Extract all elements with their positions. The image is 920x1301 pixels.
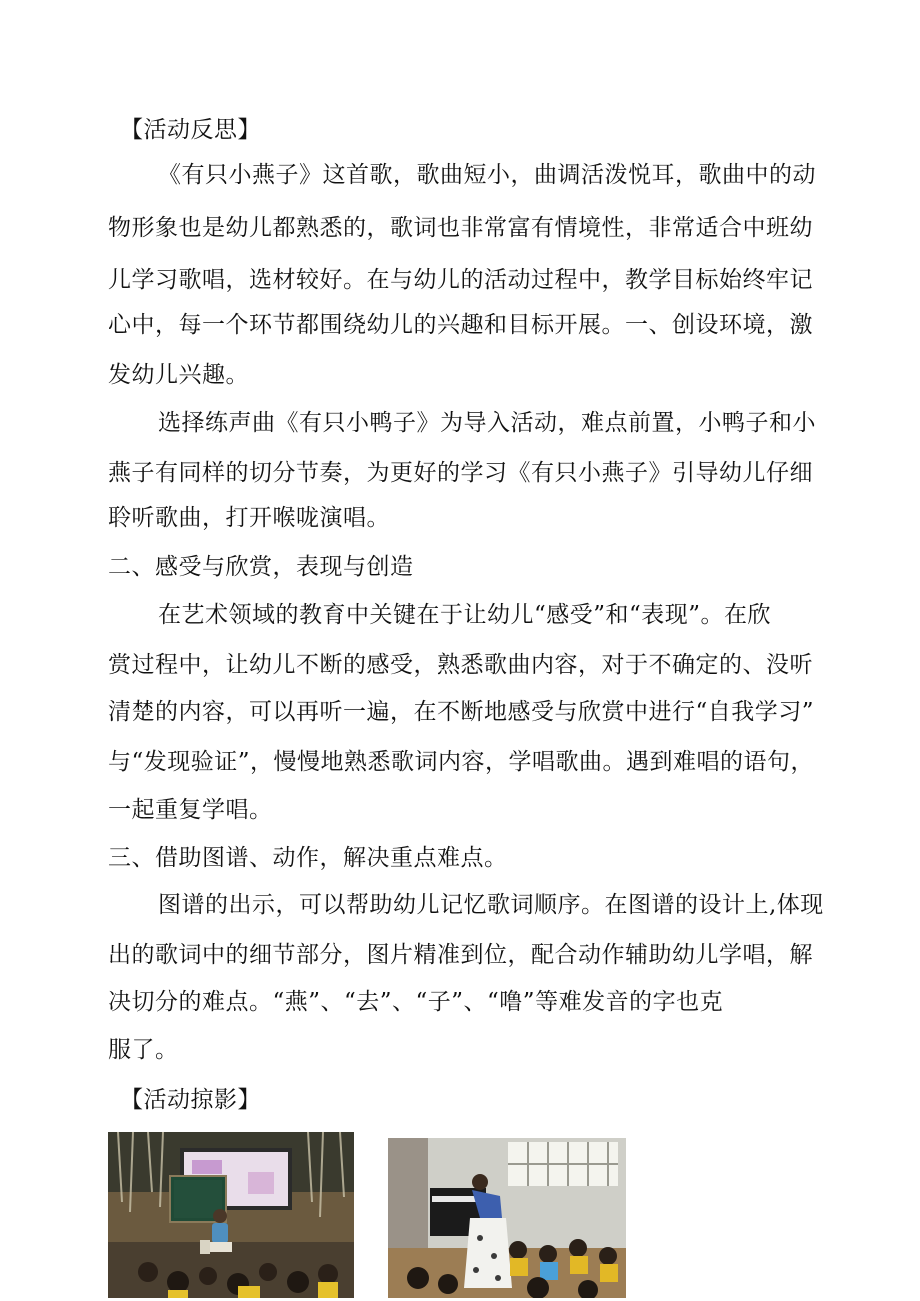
subheading-two: 二、感受与欣赏，表现与创造	[108, 554, 414, 580]
subheading-three: 三、借助图谱、动作，解决重点难点。	[108, 845, 508, 871]
paragraph-line: 儿学习歌唱，选材较好。在与幼儿的活动过程中，教学目标始终牢记	[108, 267, 813, 293]
paragraph-line: 一起重复学唱。	[108, 797, 273, 823]
activity-photo-piano	[388, 1138, 626, 1298]
paragraph-line: 在艺术领域的教育中关键在于让幼儿“感受”和“表现”。在欣	[158, 602, 772, 628]
paragraph-line: 物形象也是幼儿都熟悉的，歌词也非常富有情境性，非常适合中班幼	[108, 215, 813, 241]
paragraph-line: 服了。	[108, 1037, 179, 1063]
paragraph-line: 选择练声曲《有只小鸭子》为导入活动，难点前置，小鸭子和小	[158, 410, 816, 436]
paragraph-line: 决切分的难点。“燕”、“去”、“子”、“噜”等难发音的字也克	[108, 989, 724, 1015]
activity-photo-classroom	[108, 1132, 354, 1298]
paragraph-line: 图谱的出示，可以帮助幼儿记忆歌词顺序。在图谱的设计上,体现	[158, 892, 824, 918]
paragraph-line: 《有只小燕子》这首歌，歌曲短小，曲调活泼悦耳，歌曲中的动	[158, 162, 816, 188]
section-title-photos: 【活动掠影】	[120, 1087, 261, 1113]
paragraph-line: 心中，每一个环节都围绕幼儿的兴趣和目标开展。一、创设环境，激	[108, 312, 813, 338]
paragraph-line: 清楚的内容，可以再听一遍，在不断地感受与欣赏中进行“自我学习”	[108, 699, 815, 725]
paragraph-line: 与“发现验证”，慢慢地熟悉歌词内容，学唱歌曲。遇到难唱的语句，	[108, 749, 815, 775]
section-title-reflection: 【活动反思】	[120, 117, 261, 143]
paragraph-line: 出的歌词中的细节部分，图片精准到位，配合动作辅助幼儿学唱，解	[108, 942, 813, 968]
paragraph-line: 赏过程中，让幼儿不断的感受，熟悉歌曲内容，对于不确定的、没听	[108, 652, 813, 678]
paragraph-line: 燕子有同样的切分节奏，为更好的学习《有只小燕子》引导幼儿仔细	[108, 460, 813, 486]
paragraph-line: 发幼儿兴趣。	[108, 362, 249, 388]
paragraph-line: 聆听歌曲，打开喉咙演唱。	[108, 505, 390, 531]
